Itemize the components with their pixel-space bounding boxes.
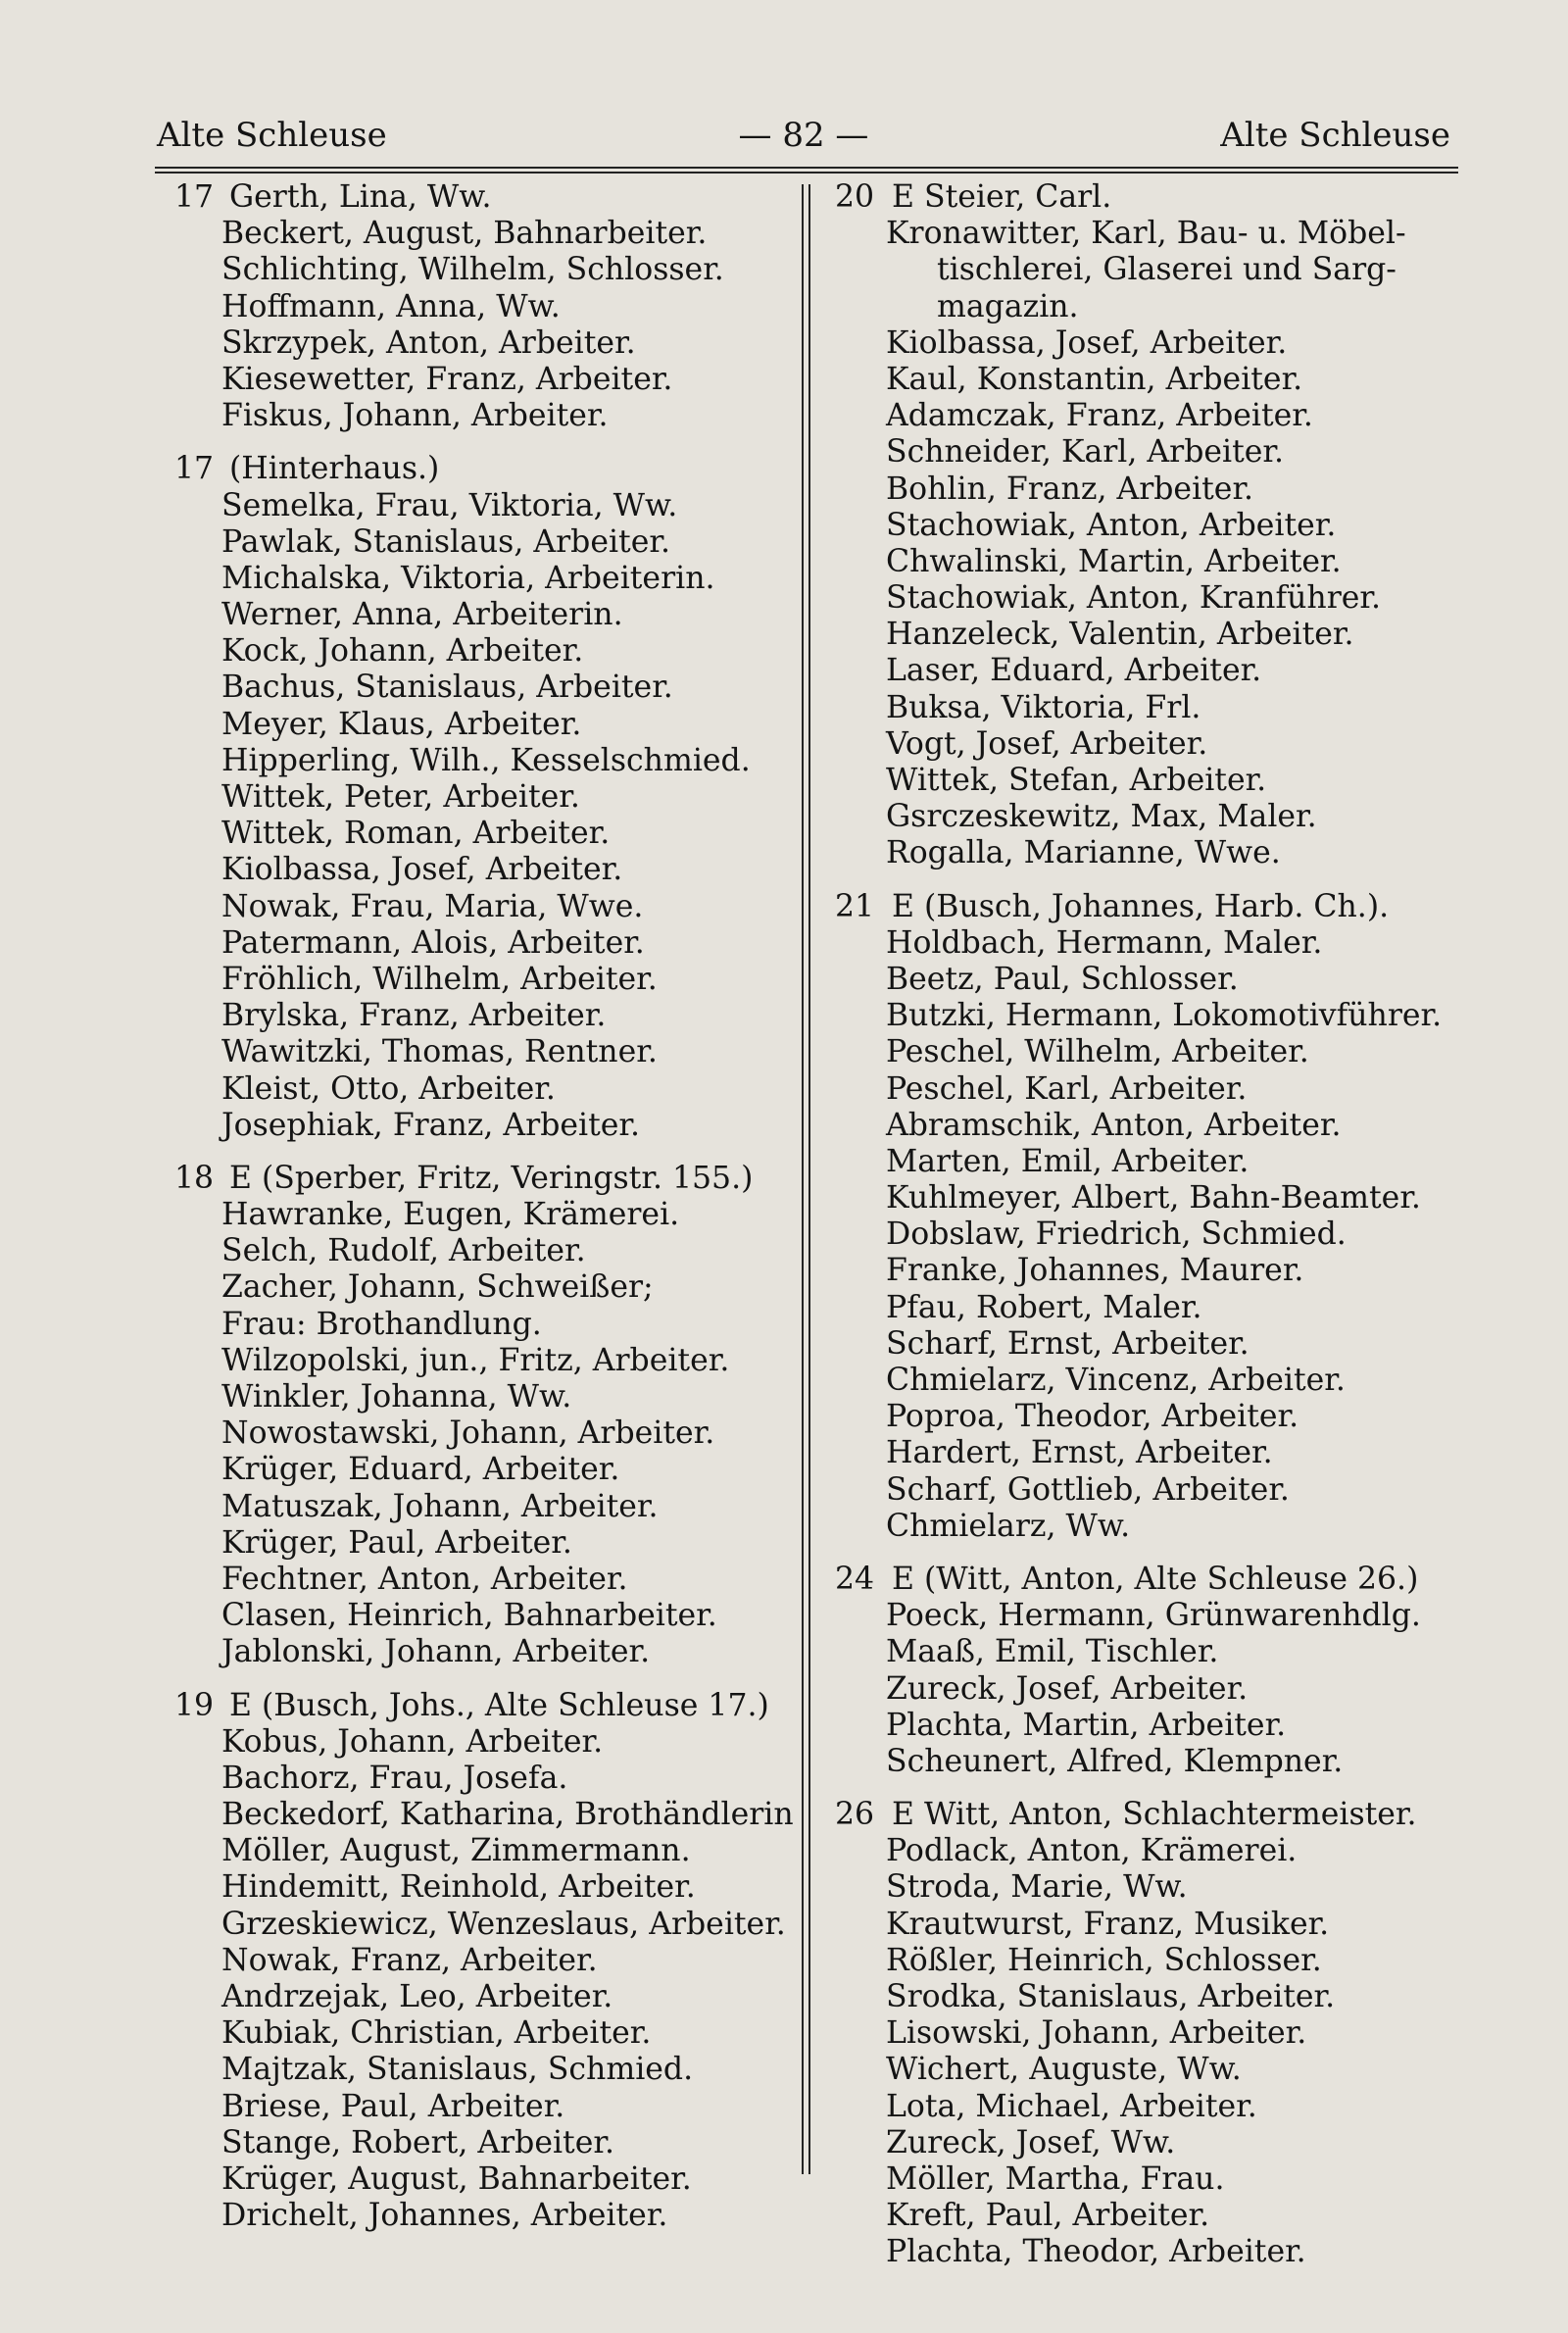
entry-text: Kleist, Otto, Arbeiter. [221,1070,556,1107]
resident-line [174,597,802,633]
resident-line [835,998,1462,1034]
resident-line [835,799,1462,835]
resident-line [835,362,1462,398]
resident-line [174,252,802,288]
entry-text: E Steier, Carl. [892,179,1112,215]
resident-line [835,1744,1462,1780]
address-entry [835,179,1462,872]
resident-line [835,1634,1462,1670]
entry-first-line [835,889,1462,925]
resident-line [174,561,802,597]
address-entry [174,179,802,434]
resident-line [174,889,802,925]
entry-first-line [174,451,802,487]
resident-line [174,1869,802,1906]
resident-line [174,998,802,1034]
resident-line [174,1034,802,1070]
entry-text: Vogt, Josef, Arbeiter. [886,725,1208,762]
entry-text: Plachta, Martin, Arbeiter. [886,1707,1287,1743]
entry-text: Buksa, Viktoria, Frl. [886,689,1201,725]
entry-text: Poeck, Hermann, Grünwarenhdlg. [886,1598,1421,1634]
resident-line [174,1343,802,1379]
resident-line [835,1144,1462,1180]
address-entry [835,889,1462,1545]
entry-text: Srodka, Stanislaus, Arbeiter. [886,1979,1336,2014]
entry-text: Hawranke, Eugen, Krämerei. [221,1197,680,1233]
page-header [157,116,1450,165]
resident-line [174,1307,802,1343]
entry-text: Hardert, Ernst, Arbeiter. [886,1435,1273,1471]
resident-line [835,1671,1462,1708]
resident-line [835,252,1462,288]
house-number: 21 [835,888,875,924]
resident-line [835,2161,1462,2198]
resident-line [174,2015,802,2052]
resident-line [835,1326,1462,1363]
entry-text: Adamczak, Franz, Arbeiter. [886,398,1313,434]
entry-text: Kronawitter, Karl, Bau- u. Möbel- [886,216,1406,252]
resident-line [835,1034,1462,1070]
resident-line [835,2089,1462,2125]
entry-text: Hoffmann, Anna, Ww. [221,288,561,324]
resident-line [835,2198,1462,2234]
resident-line [174,1233,802,1269]
resident-line [835,1253,1462,1289]
entry-text: Krüger, Eduard, Arbeiter. [221,1452,620,1488]
resident-line [835,1071,1462,1108]
entry-text: Nowostawski, Johann, Arbeiter. [221,1415,715,1452]
entry-text: Selch, Rudolf, Arbeiter. [221,1233,586,1269]
entry-text: Briese, Paul, Arbeiter. [221,2088,565,2124]
resident-line [174,1761,802,1797]
house-number: 20 [835,179,875,215]
entry-text: Pfau, Robert, Maler. [886,1289,1202,1325]
entry-text: E Witt, Anton, Schlachtermeister. [892,1797,1417,1833]
house-number: 18 [174,1160,215,1196]
entry-text: Kubiak, Christian, Arbeiter. [221,2015,652,2052]
entry-text: Michalska, Viktoria, Arbeiterin. [221,560,715,596]
resident-line [835,1216,1462,1253]
house-number: 19 [174,1687,215,1723]
resident-line [835,1363,1462,1399]
resident-line [835,434,1462,471]
entry-text: Abramschik, Anton, Arbeiter. [886,1107,1342,1143]
entry-text: Kiolbassa, Josef, Arbeiter. [886,324,1288,361]
resident-line [174,2089,802,2125]
resident-line [174,852,802,888]
entry-text: Clasen, Heinrich, Bahnarbeiter. [221,1598,717,1634]
resident-line [835,1435,1462,1471]
resident-line [835,1598,1462,1634]
entry-text: Peschel, Wilhelm, Arbeiter. [886,1034,1309,1070]
resident-line [835,508,1462,544]
resident-line [174,325,802,362]
entry-text: Drichelt, Johannes, Arbeiter. [221,2198,668,2234]
entry-text: Wittek, Stefan, Arbeiter. [886,763,1267,798]
entry-text: Meyer, Klaus, Arbeiter. [221,706,582,742]
entry-text: Josephiak, Franz, Arbeiter. [221,1107,641,1143]
resident-line [174,2052,802,2088]
entry-text: Pawlak, Stanislaus, Arbeiter. [221,523,670,560]
resident-line [174,1108,802,1144]
entry-text: E (Busch, Johannes, Harb. Ch.). [892,888,1390,924]
entry-text: Laser, Eduard, Arbeiter. [886,653,1262,689]
entry-text: Hipperling, Wilh., Kesselschmied. [221,742,751,778]
resident-line [174,2198,802,2234]
resident-line [835,1907,1462,1943]
entry-text: Möller, August, Zimmermann. [221,1833,691,1869]
house-number: 26 [835,1797,875,1833]
resident-line [835,1708,1462,1744]
running-head-left: Alte Schleuse [157,116,387,155]
entry-text: Grzeskiewicz, Wenzeslaus, Arbeiter. [221,1906,786,1942]
house-number: 17 [174,179,215,215]
address-entry [174,1161,802,1671]
entry-text: Jablonski, Johann, Arbeiter. [221,1634,651,1670]
resident-line [174,1634,802,1670]
resident-line [174,1943,802,1979]
entry-text: Scharf, Gottlieb, Arbeiter. [886,1471,1290,1508]
resident-line [835,1869,1462,1906]
entry-text: Gerth, Lina, Ww. [229,179,492,215]
entry-text: Dobslaw, Friedrich, Schmied. [886,1216,1347,1253]
entry-text: Möller, Martha, Frau. [886,2160,1225,2197]
entry-text: Stange, Robert, Arbeiter. [221,2124,614,2160]
resident-line [835,1290,1462,1326]
entry-text: Chmielarz, Ww. [886,1508,1131,1544]
entry-first-line [835,1797,1462,1833]
resident-line [174,2125,802,2161]
entry-text: E (Busch, Johs., Alte Schleuse 17.) [229,1687,769,1723]
entry-text: Scheunert, Alfred, Klempner. [886,1743,1344,1779]
entry-text: Beetz, Paul, Schlosser. [886,961,1239,997]
resident-line [174,1452,802,1488]
entry-text: Beckert, August, Bahnarbeiter. [221,216,708,252]
entry-text: Holdbach, Hermann, Maler. [886,924,1323,961]
entry-text: Krüger, August, Bahnarbeiter. [221,2160,692,2197]
address-entry [174,451,802,1144]
entry-text: Brylska, Franz, Arbeiter. [221,998,607,1034]
entry-text: Frau: Brothandlung. [221,1306,542,1342]
running-head-right: Alte Schleuse [1220,116,1450,155]
entry-text: E (Witt, Anton, Alte Schleuse 26.) [892,1561,1419,1597]
entry-first-line [174,179,802,216]
entry-first-line [174,1161,802,1197]
resident-line [174,633,802,670]
entry-text: Zureck, Josef, Ww. [886,2124,1176,2160]
resident-line [835,472,1462,508]
resident-line [174,1379,802,1415]
resident-line [835,1108,1462,1144]
column-divider-second [808,184,810,2174]
entry-first-line [835,1562,1462,1598]
entry-text: Schlichting, Wilhelm, Schlosser. [221,252,724,288]
resident-line [174,1724,802,1761]
resident-line [835,1472,1462,1509]
entry-text: Bachorz, Frau, Josefa. [221,1760,568,1796]
resident-line [835,1833,1462,1869]
resident-line [835,1943,1462,1979]
entry-text: Nowak, Frau, Maria, Wwe. [221,888,644,924]
resident-line [174,2161,802,2198]
entry-text: Podlack, Anton, Krämerei. [886,1833,1298,1869]
entry-text: Krautwurst, Franz, Musiker. [886,1906,1330,1942]
resident-line [174,362,802,398]
entry-text: Stroda, Marie, Ww. [886,1869,1188,1906]
entry-text: Bachus, Stanislaus, Arbeiter. [221,670,673,706]
entry-text: Chmielarz, Vincenz, Arbeiter. [886,1363,1346,1398]
entry-text: Stachowiak, Anton, Kranführer. [886,580,1382,617]
resident-line [174,1415,802,1452]
page-number: — 82 — [738,116,869,155]
resident-line [174,289,802,325]
entry-text: Hanzeleck, Valentin, Arbeiter. [886,617,1354,653]
resident-line [835,2015,1462,2052]
entry-text: Fechtner, Anton, Arbeiter. [221,1561,628,1597]
entry-text: Skrzypek, Anton, Arbeiter. [221,324,636,361]
resident-line [174,524,802,561]
resident-line [174,816,802,852]
entry-text: Rößler, Heinrich, Schlosser. [886,1942,1322,1978]
entry-text: Wilzopolski, jun., Fritz, Arbeiter. [221,1342,730,1378]
resident-line [835,216,1462,252]
entry-text: Stachowiak, Anton, Arbeiter. [886,507,1337,543]
resident-line [835,763,1462,799]
entry-text: Maaß, Emil, Tischler. [886,1634,1219,1670]
entry-text: Kuhlmeyer, Albert, Bahn-Beamter. [886,1180,1421,1216]
left-column [174,179,802,2251]
resident-line [835,2125,1462,2161]
address-entry [174,1688,802,2235]
resident-line [835,726,1462,763]
resident-line [174,1797,802,1833]
entry-text: Wittek, Peter, Arbeiter. [221,779,580,815]
entry-text: Beckedorf, Katharina, Brothändlerin [221,1797,794,1833]
entry-first-line [835,179,1462,216]
entry-text: Semelka, Frau, Viktoria, Ww. [221,487,678,523]
entry-first-line [174,1688,802,1724]
resident-line [835,1399,1462,1435]
address-entry [835,1562,1462,1780]
resident-line [835,690,1462,726]
resident-line [835,925,1462,962]
entry-text: Kiesewetter, Franz, Arbeiter. [221,361,673,397]
resident-line [835,580,1462,617]
entry-text: Fiskus, Johann, Arbeiter. [221,398,609,434]
resident-line [174,779,802,816]
entry-text: magazin. [937,288,1079,324]
resident-line [174,962,802,998]
entry-text: Kobus, Johann, Arbeiter. [221,1723,604,1760]
entry-text: Matuszak, Johann, Arbeiter. [221,1488,659,1524]
entry-text: Kreft, Paul, Arbeiter. [886,2198,1210,2234]
address-entry [835,1797,1462,2270]
resident-line [835,1180,1462,1216]
entry-text: Wichert, Auguste, Ww. [886,2052,1242,2088]
entry-text: Wawitzki, Thomas, Rentner. [221,1034,658,1070]
resident-line [835,1979,1462,2015]
resident-line [835,398,1462,434]
header-rule [155,167,1458,169]
entry-text: Scharf, Ernst, Arbeiter. [886,1325,1250,1362]
entry-text: Kaul, Konstantin, Arbeiter. [886,361,1303,397]
entry-text: Plachta, Theodor, Arbeiter. [886,2234,1306,2270]
entry-text: Nowak, Franz, Arbeiter. [221,1942,598,1978]
resident-line [835,2234,1462,2270]
entry-text: Gsrczeskewitz, Max, Maler. [886,799,1317,835]
entry-text: Patermann, Alois, Arbeiter. [221,924,645,961]
resident-line [174,743,802,779]
resident-line [174,488,802,524]
resident-line [174,925,802,962]
entry-text: Zureck, Josef, Arbeiter. [886,1670,1249,1707]
resident-line [174,1071,802,1108]
resident-line [835,617,1462,653]
entry-text: Majtzak, Stanislaus, Schmied. [221,2052,694,2088]
entry-text: Kock, Johann, Arbeiter. [221,633,584,670]
resident-line [174,1525,802,1562]
resident-line [835,325,1462,362]
resident-line [835,2052,1462,2088]
resident-line [174,1197,802,1233]
entry-text: Andrzejak, Leo, Arbeiter. [221,1979,613,2014]
entry-text: Butzki, Hermann, Lokomotivführer. [886,998,1443,1034]
resident-line [835,835,1462,871]
resident-line [835,962,1462,998]
house-number: 24 [835,1561,875,1597]
entry-text: Rogalla, Marianne, Wwe. [886,835,1281,871]
entry-text: Peschel, Karl, Arbeiter. [886,1070,1248,1107]
resident-line [835,1509,1462,1545]
entry-text: Werner, Anna, Arbeiterin. [221,597,623,633]
entry-text: tischlerei, Glaserei und Sarg- [937,252,1396,288]
house-number: 17 [174,451,215,487]
entry-text: Schneider, Karl, Arbeiter. [886,434,1285,471]
entry-text: Zacher, Johann, Schweißer; [221,1269,654,1306]
resident-line [174,216,802,252]
entry-text: Krüger, Paul, Arbeiter. [221,1524,572,1561]
resident-line [174,398,802,434]
header-rule-second [155,172,1458,174]
right-column [835,179,1462,2288]
resident-line [174,707,802,743]
column-divider [802,184,804,2174]
entry-text: Lota, Michael, Arbeiter. [886,2088,1257,2124]
entry-text: Franke, Johannes, Maurer. [886,1253,1304,1289]
resident-line [174,1979,802,2015]
resident-line [835,289,1462,325]
entry-text: Kiolbassa, Josef, Arbeiter. [221,852,623,888]
entry-text: E (Sperber, Fritz, Veringstr. 155.) [229,1160,754,1196]
resident-line [174,1598,802,1634]
resident-line [174,1562,802,1598]
resident-line [174,1833,802,1869]
entry-text: Chwalinski, Martin, Arbeiter. [886,543,1342,579]
entry-text: Marten, Emil, Arbeiter. [886,1143,1250,1179]
entry-text: Wittek, Roman, Arbeiter. [221,816,611,852]
entry-text: Winkler, Johanna, Ww. [221,1379,572,1415]
resident-line [835,653,1462,689]
entry-text: Lisowski, Johann, Arbeiter. [886,2015,1307,2052]
entry-text: Hindemitt, Reinhold, Arbeiter. [221,1869,696,1906]
resident-line [174,1269,802,1306]
resident-line [174,1907,802,1943]
resident-line [174,670,802,706]
resident-line [174,1489,802,1525]
entry-text: Poproa, Theodor, Arbeiter. [886,1399,1299,1435]
resident-line [835,544,1462,580]
entry-text: (Hinterhaus.) [229,451,440,487]
entry-text: Fröhlich, Wilhelm, Arbeiter. [221,961,658,997]
entry-text: Bohlin, Franz, Arbeiter. [886,471,1254,507]
